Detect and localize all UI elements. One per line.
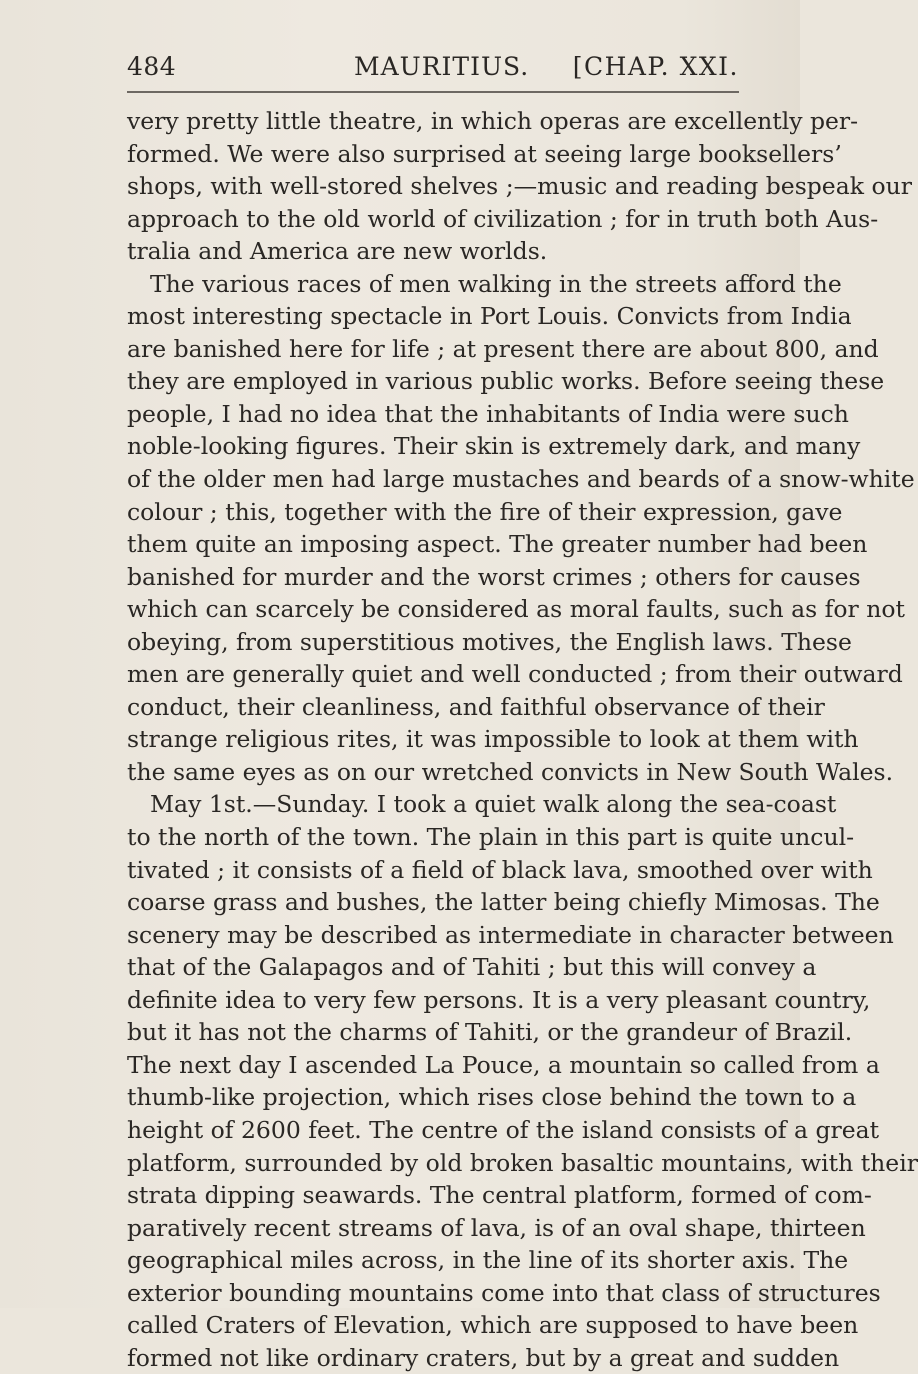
text-line: banished for murder and the worst crimes ; others for causes — [127, 562, 861, 591]
text-line: May 1st.—Sunday. I took a quiet walk along the sea-coast — [150, 790, 837, 819]
text-line: the same eyes as on our wretched convicts in New South Wales. — [127, 757, 894, 786]
text-line: strange religious rites, it was impossible to look at them with — [127, 725, 859, 754]
header-rule — [127, 91, 739, 93]
text-line: scenery may be described as intermediate in character between — [127, 920, 894, 949]
text-line: paratively recent streams of lava, is of an oval shape, thirteen — [127, 1213, 866, 1242]
chapter-label: [CHAP. XXI. — [572, 52, 739, 81]
text-line: very pretty little theatre, in which operas are excellently per- — [127, 107, 859, 135]
text-line: most interesting spectacle in Port Louis. Convicts from India — [127, 302, 852, 331]
text-line: they are employed in various public works. Before seeing these — [127, 367, 885, 396]
text-line: that of the Galapagos and of Tahiti ; but this will convey a — [127, 953, 817, 982]
text-line: coarse grass and bushes, the latter being chiefly Mimosas. The — [127, 888, 880, 917]
text-line: The various races of men walking in the streets afford the — [150, 269, 842, 298]
text-line: tivated ; it consists of a field of black lava, smoothed over with — [127, 855, 873, 884]
body-text — [127, 105, 918, 1374]
text-line: conduct, their cleanliness, and faithful observance of their — [127, 692, 825, 721]
text-line: definite idea to very few persons. It is a very pleasant country, — [127, 985, 871, 1014]
text-line: are banished here for life ; at present there are about 800, and — [127, 334, 879, 363]
text-line: noble-looking figures. Their skin is extremely dark, and many — [127, 432, 861, 461]
text-line: strata dipping seawards. The central platform, formed of com- — [127, 1181, 872, 1210]
text-line: geographical miles across, in the line of its shorter axis. The — [127, 1246, 849, 1275]
text-line: formed. We were also surprised at seeing large booksellers’ — [127, 139, 842, 168]
text-line: colour ; this, together with the fire of their expression, gave — [127, 497, 843, 526]
text-line: The next day I ascended La Pouce, a mountain so called from a — [127, 1050, 880, 1079]
running-title: MAURITIUS. — [354, 52, 530, 81]
text-line: which can scarcely be considered as moral faults, such as for not — [127, 595, 905, 624]
text-line: men are generally quiet and well conducted ; from their outward — [127, 660, 903, 689]
text-line: to the north of the town. The plain in this part is quite uncul- — [127, 823, 855, 852]
text-line: approach to the old world of civilization ; for in truth both Aus- — [127, 204, 879, 233]
text-line: obeying, from superstitious motives, the English laws. These — [127, 627, 852, 656]
text-line: people, I had no idea that the inhabitants of India were such — [127, 399, 849, 428]
text-line: thumb-like projection, which rises close behind the town to a — [127, 1083, 857, 1112]
text-line: shops, with well-stored shelves ;—music and reading bespeak our — [127, 172, 912, 201]
page-number: 484 — [127, 52, 177, 81]
text-line: tralia and America are new worlds. — [127, 237, 548, 266]
text-line: of the older men had large mustaches and beards of a snow-white — [127, 465, 915, 494]
text-line: called Craters of Elevation, which are supposed to have been — [127, 1311, 859, 1340]
text-line: formed not like ordinary craters, but by a great and sudden — [127, 1343, 840, 1372]
text-line: exterior bounding mountains come into that class of structures — [127, 1278, 881, 1307]
text-line: platform, surrounded by old broken basaltic mountains, with their — [127, 1148, 918, 1177]
text-line: but it has not the charms of Tahiti, or the grandeur of Brazil. — [127, 1018, 853, 1047]
text-line: height of 2600 feet. The centre of the island consists of a great — [127, 1115, 880, 1144]
text-line: them quite an imposing aspect. The greater number had been — [127, 530, 868, 559]
